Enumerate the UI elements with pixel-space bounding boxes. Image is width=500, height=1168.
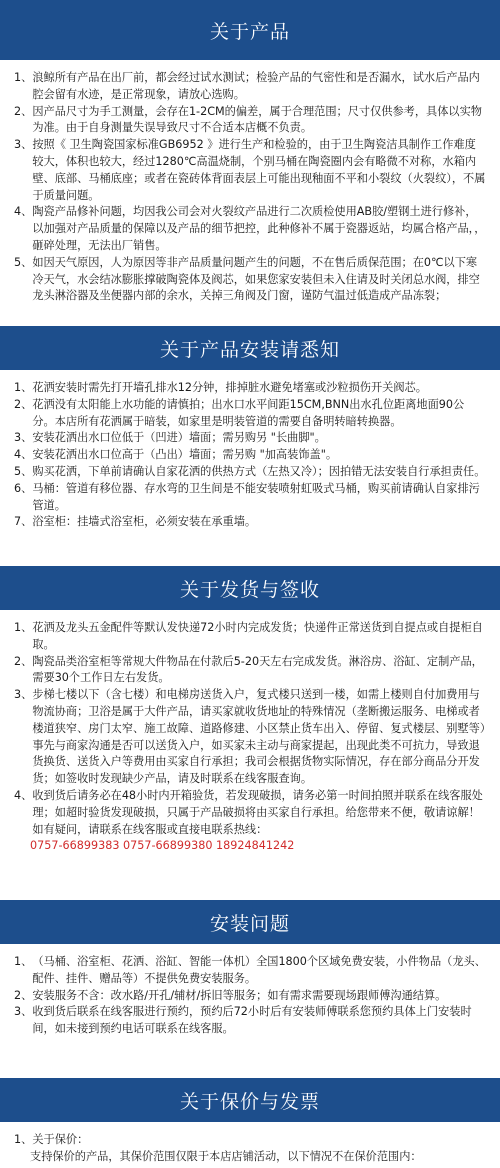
item-number: 2、 — [14, 988, 33, 1002]
item-number: 6、 — [14, 481, 33, 495]
item-text: 步梯七楼以下（含七楼）和电梯房送货入户，复式楼只送到一楼，如需上楼则自付加费用与物流协商；卫浴是属于大件产品，请买家就收货地址的特殊情况（垄断搬运服务、电梯或者楼道狭窄、房门太窄、施工故障、道路修建、小区禁止货车出入、停留、复式楼层、别墅等）事先与商家沟通是否可以送货入户，如买家未主动与商家提起，出现此类不可抗力，导致退货换货、送货入户等费用由买家自行承担；我司会根据货物实际情况，存在部分商品分开发货；如签收时发现缺少产品，请及时联系在线客服查询。 — [32, 688, 486, 786]
item-number: 3、 — [14, 431, 33, 445]
item-number: 1、 — [14, 621, 33, 634]
list-item — [14, 430, 486, 447]
list-item — [14, 137, 486, 204]
list-item — [14, 620, 486, 654]
item-number: 2、 — [14, 397, 33, 411]
list-item — [14, 255, 486, 305]
item-text: 安装服务不含：改水路/开孔/辅材/拆旧等服务；如有需求需要现场跟师傅沟通结算。 — [32, 988, 447, 1002]
list-item — [14, 204, 486, 254]
item-number: 7、 — [14, 515, 33, 529]
item-text: 马桶：管道有移位器、存水弯的卫生间是不能安装喷射虹吸式马桶，购买前请确认自家排污管道。 — [32, 481, 480, 512]
section-installation-issues — [0, 944, 500, 1078]
item-text: 因产品尺寸为手工测量，会存在1-2CM的偏差，属于合理范围；尺寸仅供参考，具体以实物为准。由于自身测量失误导致尺寸不合适本店概不负责。 — [32, 104, 482, 135]
section-title: 关于发货与签收 — [179, 578, 320, 601]
item-number: 4、 — [14, 205, 33, 219]
hotline-numbers: 0757-66899383 0757-66899380 18924841242 — [30, 839, 295, 853]
item-number: 3、 — [14, 1005, 33, 1019]
list-item — [14, 988, 486, 1005]
item-text: 安装花洒出水口位低于（凹进）墙面；需另购另 "长曲脚"。 — [32, 431, 326, 445]
item-number: 5、 — [14, 255, 33, 269]
price-protection-detail: 支持保价的产品，其保价范围仅限于本店店铺活动，以下情况不在保价范围内： — [30, 1149, 422, 1163]
item-text: 浴室柜：挂墙式浴室柜，必须安装在承重墙。 — [32, 515, 257, 529]
item-number: 1、 — [14, 955, 33, 968]
section-about-product — [0, 60, 500, 326]
item-text: 陶瓷产品修补问题，均因我公司会对火裂纹产品进行二次质检使用AB胶/塑钢土进行修补，以加强对产品质量的保障以及产品的细节把控，此种修补不属于瓷器返站，均属合格产品，，砸碎处理，无法出厂销售。 — [32, 205, 486, 252]
list-item — [14, 481, 486, 515]
list-item — [14, 1004, 486, 1038]
item-text: 按照《 卫生陶瓷国家标准GB6952 》进行生产和检验的，由于卫生陶瓷洁具制作工作难度较大，体积也较大，经过1280℃高温烧制，个别马桶在陶瓷圈内会有略微不对称，水箱内壁、底部、马桶底座；或者在瓷砖体背面表层上可能出现釉面不平和小裂纹（火裂纹），不属于质量问题。 — [32, 138, 486, 202]
list-item — [14, 397, 486, 431]
item-text: 浪鲸所有产品在出厂前，都会经过试水测试；检验产品的气密性和是否漏水，试水后产品内腔会留有水迹，是正常现象，请放心选购。 — [32, 71, 480, 101]
item-number: 4、 — [14, 448, 33, 462]
item-number: 4、 — [14, 788, 33, 802]
item-text: 购买花洒，下单前请确认自家花洒的供热方式（左热又冷）；因拍错无法安装自行承担责任。 — [32, 464, 486, 478]
item-text: 陶瓷品类浴室柜等常规大件物品在付款后5-20天左右完成发货。淋浴房、浴缸、定制产品，需要30个工作日左右发货。 — [32, 654, 483, 685]
section-shipping-receipt — [0, 610, 500, 900]
list-item — [14, 70, 486, 104]
item-number: 5、 — [14, 464, 33, 478]
list-item — [14, 954, 486, 988]
item-text: 如因天气原因，人为原因等非产品质量问题产生的问题，不在售后质保范围；在0℃以下寒冷天气，水会结冰膨胀撑破陶瓷体及阀芯，如果您家安装但未入住请及时关闭总水阀，排空龙头淋浴器及坐便器内部的余水，关掉三角阀及门窗，谨防气温过低造成产品冻裂； — [32, 255, 480, 303]
list-item — [14, 514, 486, 531]
section-title: 关于保价与发票 — [179, 1090, 320, 1113]
section-header-about-product — [0, 0, 500, 60]
list-item — [14, 464, 486, 481]
item-number: 1、 — [14, 381, 33, 394]
item-text: 安装花洒出水口位高于（凸出）墙面；需另购 "加高装饰盖"。 — [32, 448, 338, 462]
item-text: 收到货后请务必在48小时内开箱验货，若发现破损，请务必第一时间拍照并联系在线客服处理；如超时验货发现破损，只属于产品破损将由买家自行承担。给您带来不便，敬请谅解！如有疑问，请联系在线客服或直接电联系热线： — [32, 788, 483, 836]
item-text: 收到货后联系在线客服进行预约，预约后72小时后有安装师傅联系您预约具体上门安装时间，如未接到预约电话可联系在线客服。 — [32, 1005, 472, 1036]
item-number: 1、 — [14, 1133, 33, 1146]
section-header-price-protection-invoice — [0, 1078, 500, 1122]
section-title: 安装问题 — [209, 912, 290, 935]
section-price-protection-invoice — [0, 1122, 500, 1168]
list-item — [14, 1132, 486, 1149]
list-item — [14, 380, 486, 397]
item-number: 3、 — [14, 688, 33, 702]
item-text: 花洒及龙头五金配件等默认发快递72小时内完成发货；快递件正常送货到自提点或自提柜自取。 — [32, 621, 483, 651]
section-header-shipping-receipt — [0, 566, 500, 610]
section-title: 关于产品 — [209, 20, 290, 43]
section-header-installation-issues — [0, 900, 500, 944]
item-number: 1、 — [14, 71, 33, 84]
list-item — [14, 654, 486, 688]
list-item — [14, 104, 486, 138]
item-text: 花洒安装时需先打开墙孔排水12分钟，排掉脏水避免堵塞或沙粒损伤开关阀芯。 — [32, 381, 427, 394]
item-number: 2、 — [14, 654, 33, 668]
list-item — [14, 788, 486, 838]
section-installation-notice — [0, 370, 500, 566]
item-number: 2、 — [14, 104, 33, 118]
list-item — [14, 687, 486, 788]
list-item — [14, 447, 486, 464]
section-title: 关于产品安装请悉知 — [159, 338, 340, 361]
item-text: 关于保价： — [32, 1133, 89, 1146]
item-text: （马桶、浴室柜、花洒、浴缸、智能一体机）全国1800个区域免费安装，小件物品（龙头、配件、挂件、赠品等）不提供免费安装服务。 — [32, 955, 486, 985]
item-number: 3、 — [14, 138, 33, 152]
section-header-installation-notice — [0, 326, 500, 370]
item-text: 花洒没有太阳能上水功能的请慎拍；出水口水平间距15CM,BNN出水孔位距离地面90公分。本店所有花洒属于暗装，如家里是明装管道的需要自备明转暗转换器。 — [32, 397, 465, 428]
